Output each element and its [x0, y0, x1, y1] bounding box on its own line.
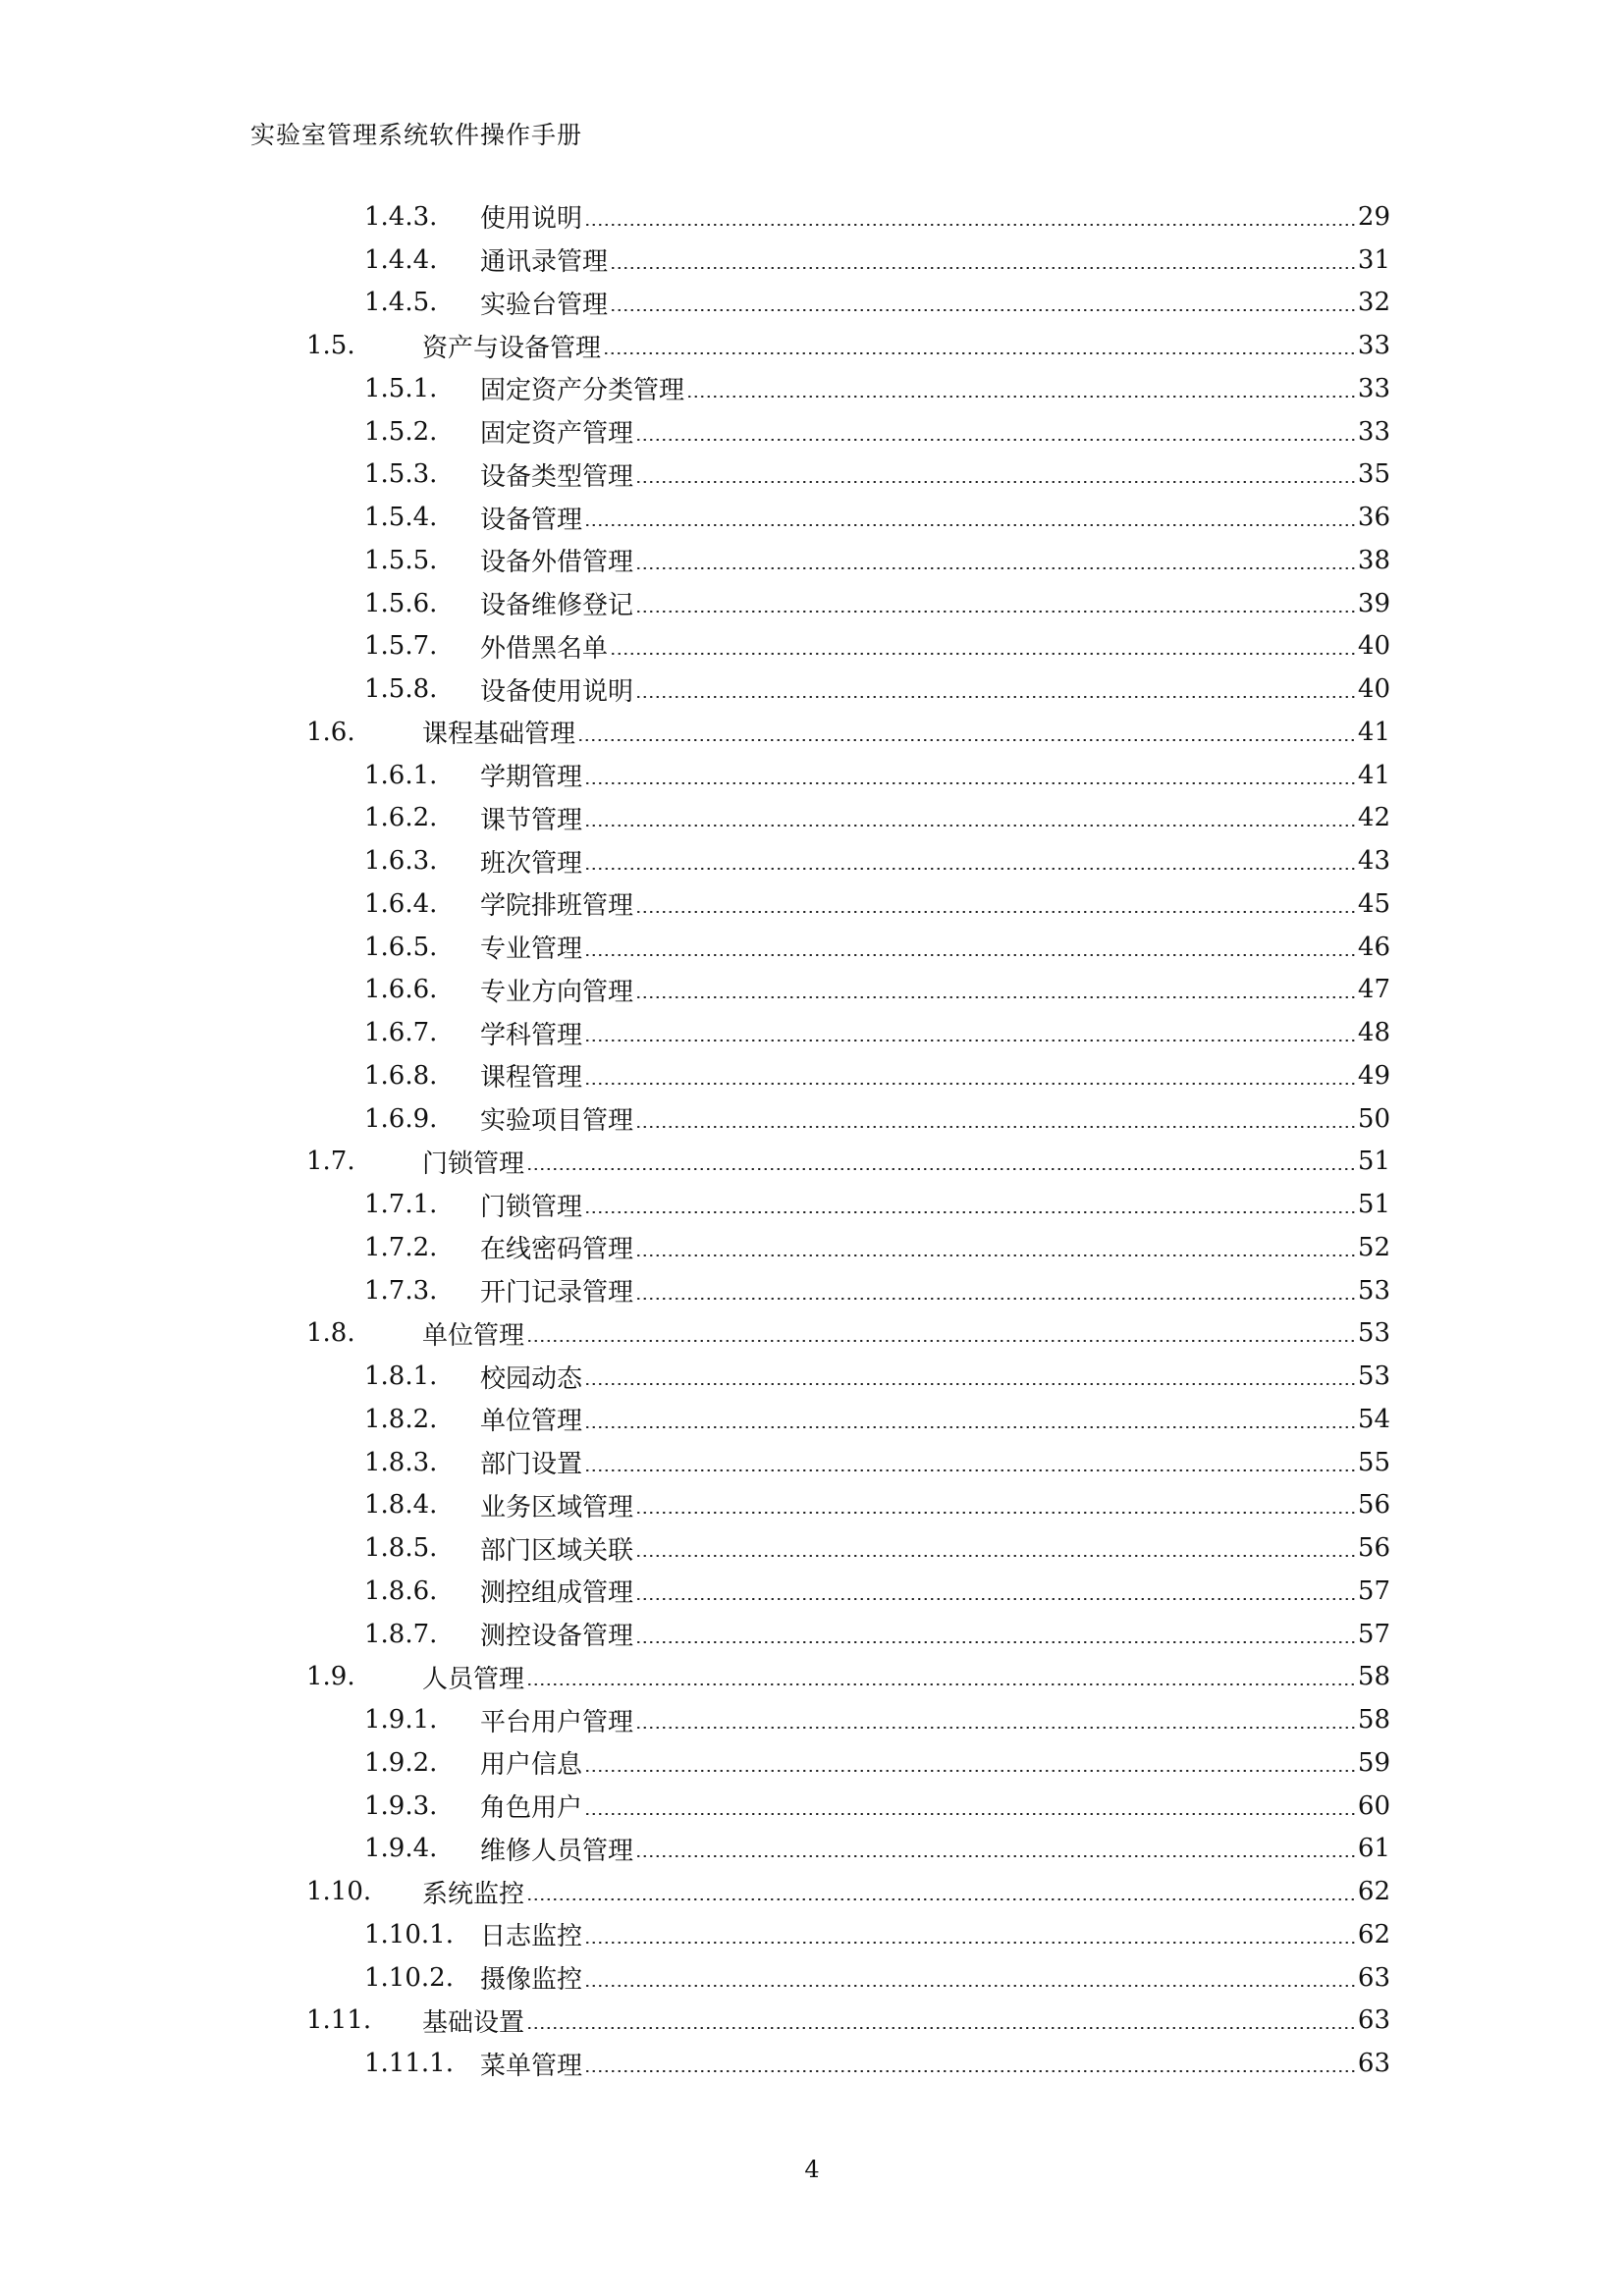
toc-entry-number: 1.6.3.: [364, 846, 438, 877]
dot-leader: [584, 1426, 1356, 1428]
document-header: 实验室管理系统软件操作手册: [250, 121, 583, 149]
dot-leader: [635, 1727, 1356, 1729]
toc-entry-page: 50: [1357, 1103, 1390, 1134]
dot-leader: [526, 1168, 1356, 1170]
toc-entry-page: 33: [1357, 416, 1390, 447]
dot-leader: [526, 1340, 1356, 1342]
toc-entry[interactable]: [0, 667, 1624, 711]
dot-leader: [577, 739, 1356, 741]
toc-entry[interactable]: [0, 1183, 1624, 1226]
toc-entry-number: 1.5.4.: [364, 503, 438, 533]
dot-leader: [635, 567, 1356, 569]
toc-entry[interactable]: [0, 1526, 1624, 1570]
toc-entry-number: 1.6.7.: [364, 1018, 438, 1048]
dot-leader: [584, 1083, 1356, 1085]
dot-leader: [603, 352, 1356, 354]
toc-entry-page: 59: [1357, 1747, 1390, 1778]
toc-entry-number: 1.6.5.: [364, 932, 438, 962]
dot-leader: [635, 1555, 1356, 1557]
dot-leader: [635, 696, 1356, 698]
toc-entry-title: 课节管理: [480, 805, 583, 835]
toc-entry-number: 1.8.7.: [364, 1619, 438, 1649]
toc-entry[interactable]: [0, 1441, 1624, 1484]
toc-entry-title: 系统监控: [422, 1879, 525, 1909]
dot-leader: [584, 1469, 1356, 1471]
toc-entry-page: 62: [1357, 1877, 1390, 1907]
toc-entry-page: 51: [1357, 1190, 1390, 1220]
dot-leader: [584, 825, 1356, 827]
dot-leader: [584, 1040, 1356, 1041]
toc-entry-title: 专业方向管理: [480, 977, 634, 1007]
toc-entry[interactable]: [0, 324, 1624, 367]
toc-entry[interactable]: [0, 1913, 1624, 1956]
toc-entry[interactable]: [0, 1570, 1624, 1613]
dot-leader: [635, 1598, 1356, 1600]
toc-entry-title: 固定资产分类管理: [480, 376, 685, 406]
dot-leader: [584, 868, 1356, 870]
toc-entry-page: 57: [1357, 1575, 1390, 1606]
table-of-contents: [0, 195, 1624, 2085]
toc-entry-title: 实验台管理: [480, 290, 609, 320]
toc-entry[interactable]: [0, 367, 1624, 410]
toc-entry-title: 专业管理: [480, 934, 583, 965]
toc-entry-page: 61: [1357, 1834, 1390, 1864]
toc-entry-title: 学科管理: [480, 1020, 583, 1050]
toc-entry-number: 1.10.2.: [364, 1962, 454, 1993]
toc-entry-page: 41: [1357, 760, 1390, 790]
toc-entry[interactable]: [0, 195, 1624, 239]
dot-leader: [584, 1942, 1356, 1944]
toc-entry-title: 部门区域关联: [480, 1535, 634, 1566]
toc-entry[interactable]: [0, 1054, 1624, 1097]
toc-entry-number: 1.7.: [306, 1147, 355, 1177]
toc-entry-page: 57: [1357, 1619, 1390, 1649]
toc-entry[interactable]: [0, 1355, 1624, 1398]
toc-entry-title: 开门记录管理: [480, 1278, 634, 1308]
toc-entry-number: 1.8.: [306, 1318, 355, 1349]
toc-entry-page: 39: [1357, 588, 1390, 618]
toc-entry-page: 33: [1357, 373, 1390, 403]
dot-leader: [635, 911, 1356, 913]
toc-entry-title: 资产与设备管理: [422, 333, 602, 363]
toc-entry[interactable]: [0, 882, 1624, 926]
toc-entry-title: 课程基础管理: [422, 720, 576, 750]
toc-entry[interactable]: [0, 1870, 1624, 1913]
toc-entry[interactable]: [0, 582, 1624, 625]
dot-leader: [584, 1770, 1356, 1772]
toc-entry-page: 47: [1357, 975, 1390, 1005]
toc-entry[interactable]: [0, 1613, 1624, 1656]
toc-entry-number: 1.5.5.: [364, 545, 438, 575]
toc-entry-title: 设备使用说明: [480, 676, 634, 707]
toc-entry-number: 1.7.2.: [364, 1232, 438, 1262]
toc-entry[interactable]: [0, 1741, 1624, 1785]
toc-entry-number: 1.5.1.: [364, 373, 438, 403]
toc-entry-page: 29: [1357, 201, 1390, 232]
toc-entry-page: 36: [1357, 503, 1390, 533]
toc-entry-number: 1.6.8.: [364, 1060, 438, 1091]
toc-entry-page: 52: [1357, 1232, 1390, 1262]
toc-entry-number: 1.8.1.: [364, 1362, 438, 1392]
toc-entry[interactable]: [0, 926, 1624, 969]
dot-leader: [635, 1298, 1356, 1300]
dot-leader: [635, 996, 1356, 998]
toc-entry[interactable]: [0, 1226, 1624, 1269]
toc-entry-title: 外借黑名单: [480, 633, 609, 664]
toc-entry-number: 1.8.4.: [364, 1490, 438, 1521]
toc-entry-number: 1.4.3.: [364, 201, 438, 232]
toc-entry-title: 设备类型管理: [480, 461, 634, 492]
toc-entry-number: 1.7.1.: [364, 1190, 438, 1220]
toc-entry-page: 58: [1357, 1705, 1390, 1735]
toc-entry-page: 62: [1357, 1919, 1390, 1949]
toc-entry-number: 1.11.: [306, 2005, 372, 2036]
dot-leader: [584, 1211, 1356, 1213]
toc-entry-title: 设备管理: [480, 505, 583, 535]
toc-entry-number: 1.9.: [306, 1662, 355, 1692]
toc-entry-title: 人员管理: [422, 1664, 525, 1694]
toc-entry-page: 54: [1357, 1404, 1390, 1434]
toc-entry[interactable]: [0, 797, 1624, 840]
toc-entry-page: 49: [1357, 1060, 1390, 1091]
toc-entry[interactable]: [0, 2042, 1624, 2085]
toc-entry-title: 单位管理: [422, 1320, 525, 1351]
toc-entry-page: 58: [1357, 1662, 1390, 1692]
dot-leader: [686, 396, 1356, 398]
toc-entry-page: 32: [1357, 288, 1390, 318]
toc-entry-page: 63: [1357, 2049, 1390, 2079]
toc-entry-title: 测控设备管理: [480, 1622, 634, 1652]
toc-entry-number: 1.4.5.: [364, 288, 438, 318]
toc-entry-number: 1.5.3.: [364, 459, 438, 490]
toc-entry-number: 1.5.8.: [364, 674, 438, 705]
toc-entry-page: 53: [1357, 1318, 1390, 1349]
toc-entry-number: 1.4.4.: [364, 244, 438, 275]
toc-entry-title: 校园动态: [480, 1363, 583, 1394]
toc-entry-title: 部门设置: [480, 1450, 583, 1480]
dot-leader: [610, 309, 1356, 311]
toc-entry-number: 1.5.6.: [364, 588, 438, 618]
toc-entry-page: 40: [1357, 674, 1390, 705]
toc-entry-number: 1.8.2.: [364, 1404, 438, 1434]
toc-entry-number: 1.9.4.: [364, 1834, 438, 1864]
dot-leader: [610, 267, 1356, 269]
toc-entry-page: 40: [1357, 631, 1390, 662]
toc-entry-number: 1.9.1.: [364, 1705, 438, 1735]
toc-entry-title: 日志监控: [480, 1922, 583, 1952]
toc-entry-page: 53: [1357, 1362, 1390, 1392]
toc-entry-page: 43: [1357, 846, 1390, 877]
dot-leader: [584, 1383, 1356, 1385]
toc-entry-number: 1.6.4.: [364, 888, 438, 919]
dot-leader: [584, 2070, 1356, 2072]
toc-entry-title: 基础设置: [422, 2007, 525, 2038]
dot-leader: [635, 481, 1356, 483]
toc-entry-title: 实验项目管理: [480, 1106, 634, 1137]
dot-leader: [635, 439, 1356, 441]
toc-entry[interactable]: [0, 1141, 1624, 1184]
dot-leader: [526, 1898, 1356, 1900]
toc-entry[interactable]: [0, 1828, 1624, 1871]
dot-leader: [584, 1985, 1356, 1987]
toc-entry-page: 51: [1357, 1147, 1390, 1177]
dot-leader: [584, 782, 1356, 784]
toc-entry[interactable]: [0, 410, 1624, 454]
toc-entry-number: 1.7.3.: [364, 1275, 438, 1306]
toc-entry[interactable]: [0, 282, 1624, 325]
toc-entry-title: 摄像监控: [480, 1965, 583, 1996]
toc-entry-number: 1.8.3.: [364, 1447, 438, 1477]
dot-leader: [526, 2027, 1356, 2029]
dot-leader: [635, 1255, 1356, 1256]
toc-entry-number: 1.9.3.: [364, 1790, 438, 1821]
toc-entry-page: 33: [1357, 331, 1390, 361]
dot-leader: [584, 1813, 1356, 1815]
dot-leader: [635, 1126, 1356, 1128]
toc-entry-title: 维修人员管理: [480, 1836, 634, 1866]
toc-entry-page: 45: [1357, 888, 1390, 919]
toc-entry-page: 56: [1357, 1533, 1390, 1564]
toc-entry-number: 1.5.2.: [364, 416, 438, 447]
toc-entry[interactable]: [0, 539, 1624, 582]
toc-entry-number: 1.9.2.: [364, 1747, 438, 1778]
toc-entry[interactable]: [0, 454, 1624, 497]
toc-entry[interactable]: [0, 754, 1624, 797]
toc-entry-number: 1.6.1.: [364, 760, 438, 790]
dot-leader: [635, 1855, 1356, 1857]
toc-entry[interactable]: [0, 839, 1624, 882]
toc-entry[interactable]: [0, 1785, 1624, 1828]
toc-entry-number: 1.10.1.: [364, 1919, 454, 1949]
toc-entry-title: 门锁管理: [422, 1148, 525, 1179]
toc-entry-number: 1.6.6.: [364, 975, 438, 1005]
toc-entry-title: 在线密码管理: [480, 1235, 634, 1265]
toc-entry-number: 1.11.1.: [364, 2049, 454, 2079]
toc-entry[interactable]: [0, 969, 1624, 1012]
toc-entry[interactable]: [0, 239, 1624, 282]
toc-entry-title: 使用说明: [480, 204, 583, 235]
toc-entry-title: 通讯录管理: [480, 247, 609, 278]
toc-entry-number: 1.6.: [306, 717, 355, 747]
toc-entry-number: 1.6.9.: [364, 1103, 438, 1134]
toc-entry[interactable]: [0, 2000, 1624, 2043]
toc-entry[interactable]: [0, 1097, 1624, 1141]
dot-leader: [584, 954, 1356, 956]
toc-entry-title: 班次管理: [480, 848, 583, 879]
toc-entry-title: 角色用户: [480, 1793, 583, 1824]
toc-entry[interactable]: [0, 496, 1624, 539]
dot-leader: [584, 524, 1356, 526]
dot-leader: [584, 224, 1356, 226]
toc-entry-page: 63: [1357, 2005, 1390, 2036]
toc-entry[interactable]: [0, 1656, 1624, 1699]
toc-entry-page: 41: [1357, 717, 1390, 747]
toc-entry-page: 60: [1357, 1790, 1390, 1821]
toc-entry-title: 单位管理: [480, 1407, 583, 1437]
toc-entry-title: 平台用户管理: [480, 1707, 634, 1737]
toc-entry-title: 课程管理: [480, 1063, 583, 1094]
toc-entry-page: 35: [1357, 459, 1390, 490]
page-number: 4: [804, 2156, 820, 2183]
toc-entry-page: 38: [1357, 545, 1390, 575]
toc-entry[interactable]: [0, 1269, 1624, 1312]
toc-entry[interactable]: [0, 711, 1624, 754]
toc-entry-page: 46: [1357, 932, 1390, 962]
dot-leader: [635, 611, 1356, 613]
toc-entry[interactable]: [0, 625, 1624, 668]
toc-entry-title: 学期管理: [480, 763, 583, 793]
toc-entry-number: 1.8.6.: [364, 1575, 438, 1606]
dot-leader: [635, 1641, 1356, 1643]
toc-entry-title: 门锁管理: [480, 1192, 583, 1222]
toc-entry-page: 53: [1357, 1275, 1390, 1306]
toc-entry-number: 1.5.7.: [364, 631, 438, 662]
dot-leader: [526, 1683, 1356, 1685]
toc-entry-number: 1.10.: [306, 1877, 372, 1907]
toc-entry-title: 菜单管理: [480, 2051, 583, 2081]
toc-entry[interactable]: [0, 1484, 1624, 1527]
toc-entry[interactable]: [0, 1956, 1624, 2000]
toc-entry-title: 固定资产管理: [480, 419, 634, 450]
toc-entry-title: 用户信息: [480, 1750, 583, 1781]
toc-entry[interactable]: [0, 1398, 1624, 1441]
toc-entry-number: 1.6.2.: [364, 803, 438, 833]
toc-entry[interactable]: [0, 1698, 1624, 1741]
toc-entry[interactable]: [0, 1312, 1624, 1356]
toc-entry[interactable]: [0, 1011, 1624, 1054]
toc-entry-page: 63: [1357, 1962, 1390, 1993]
toc-entry-title: 设备维修登记: [480, 591, 634, 621]
toc-entry-page: 56: [1357, 1490, 1390, 1521]
toc-entry-title: 测控组成管理: [480, 1578, 634, 1609]
toc-entry-page: 31: [1357, 244, 1390, 275]
toc-entry-number: 1.8.5.: [364, 1533, 438, 1564]
toc-entry-page: 48: [1357, 1018, 1390, 1048]
toc-entry-page: 55: [1357, 1447, 1390, 1477]
dot-leader: [610, 653, 1356, 655]
dot-leader: [635, 1512, 1356, 1514]
toc-entry-title: 业务区域管理: [480, 1492, 634, 1522]
toc-entry-page: 42: [1357, 803, 1390, 833]
toc-entry-number: 1.5.: [306, 331, 355, 361]
toc-entry-title: 学院排班管理: [480, 891, 634, 922]
toc-entry-title: 设备外借管理: [480, 548, 634, 578]
